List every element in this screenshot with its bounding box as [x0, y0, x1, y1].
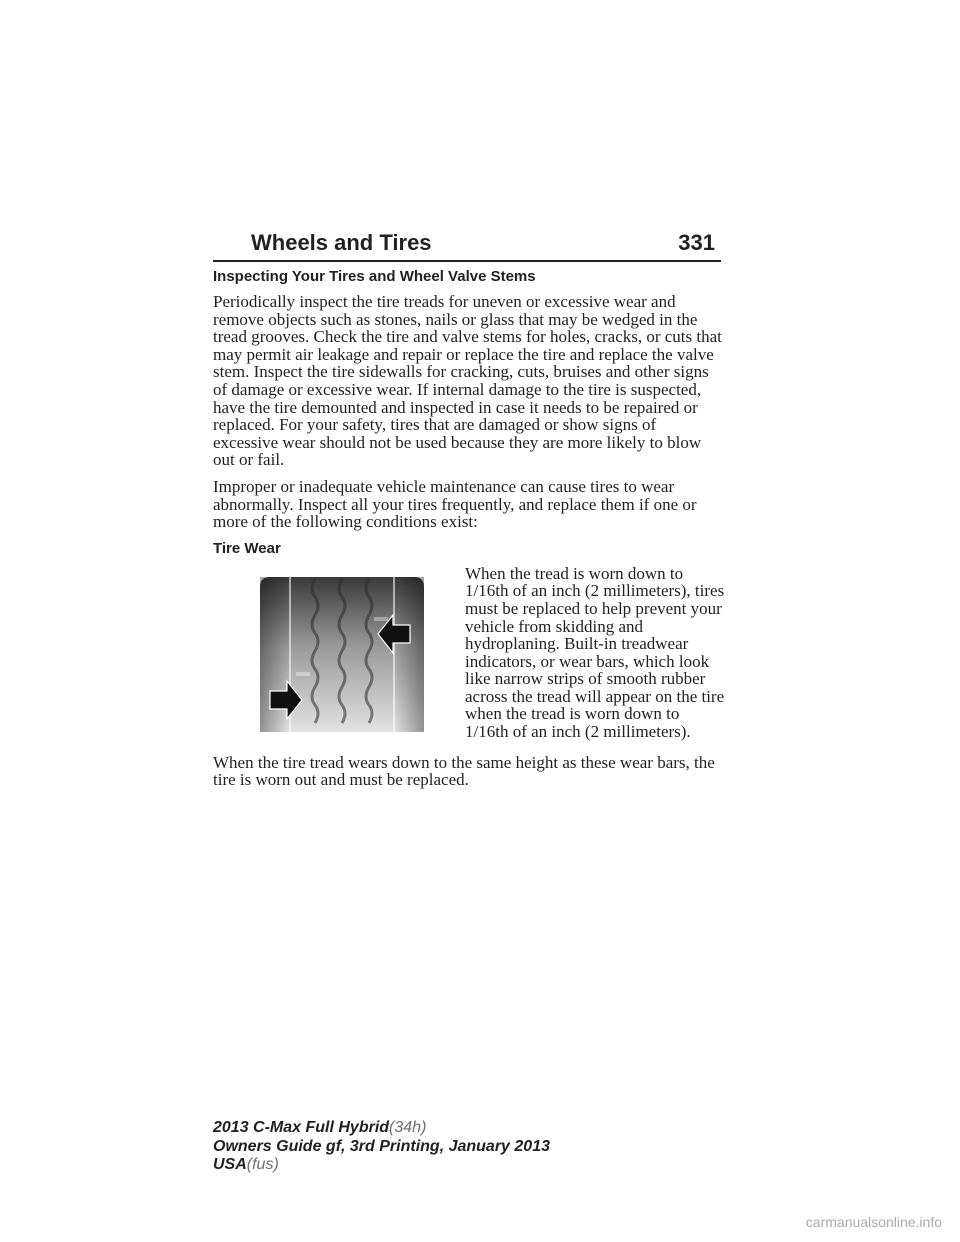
footer-line-3 [213, 1156, 550, 1175]
footer-model: 2013 C-Max Full Hybrid [213, 1119, 390, 1136]
chapter-title: Wheels and Tires [251, 230, 432, 255]
footer-market-code: (fus) [246, 1156, 279, 1173]
tire-tread-wear-indicator-illustration [260, 577, 424, 732]
footer-line-2: Owners Guide gf, 3rd Printing, January 2013 [213, 1137, 550, 1155]
maintenance-paragraph: Improper or inadequate vehicle maintenance can cause tires to wear abnormally. Inspect all your tires frequently, and replace them if one or more of the following conditions exist: [213, 476, 697, 532]
inspecting-paragraph: Periodically inspect the tire treads for uneven or excessive wear and remove objects such as stones, nails or glass that may be wedged in the tread grooves. Check the tire and valve stems for holes, cracks, or cuts that may permit air leakage and repair or replace the tire and replace the valve stem. Inspect the tire sidewalls for cracking, cuts, bruises and other signs of damage or excessive wear. If internal damage to the tire is suspected, have the tire demounted and inspected in case it needs to be repaired or replaced. For your safety, tires that are damaged or show signs of excessive wear should not be used because they are more likely to blow out or fail. [213, 292, 722, 470]
page-header [213, 226, 721, 262]
page-number: 331 [678, 230, 715, 255]
tire-wear-text: When the tread is worn down to 1/16th of an inch (2 millimeters), tires must be replaced to help prevent your vehicle from skidding and hydroplaning. Built-in treadwear indicators, or wear bars, which look like narrow strips of smooth rubber across the tread will appear on the tire when the tread is worn down to 1/16th of an inch (2 millimeters). [465, 563, 725, 742]
section-heading-tire-wear: Tire Wear [213, 539, 281, 557]
watermark: carmanualsonline.info [805, 1214, 942, 1230]
tire-wear-block [213, 565, 723, 745]
footer-model-code: (34h) [389, 1119, 427, 1136]
section-heading-inspecting: Inspecting Your Tires and Wheel Valve Stems [213, 268, 536, 285]
footer-market: USA [213, 1156, 247, 1173]
document-footer [213, 1119, 550, 1175]
footer-line-1 [213, 1119, 550, 1138]
page-content [213, 268, 723, 798]
wear-bars-paragraph: When the tire tread wears down to the same height as these wear bars, the tire is worn out and must be replaced. [213, 752, 715, 790]
